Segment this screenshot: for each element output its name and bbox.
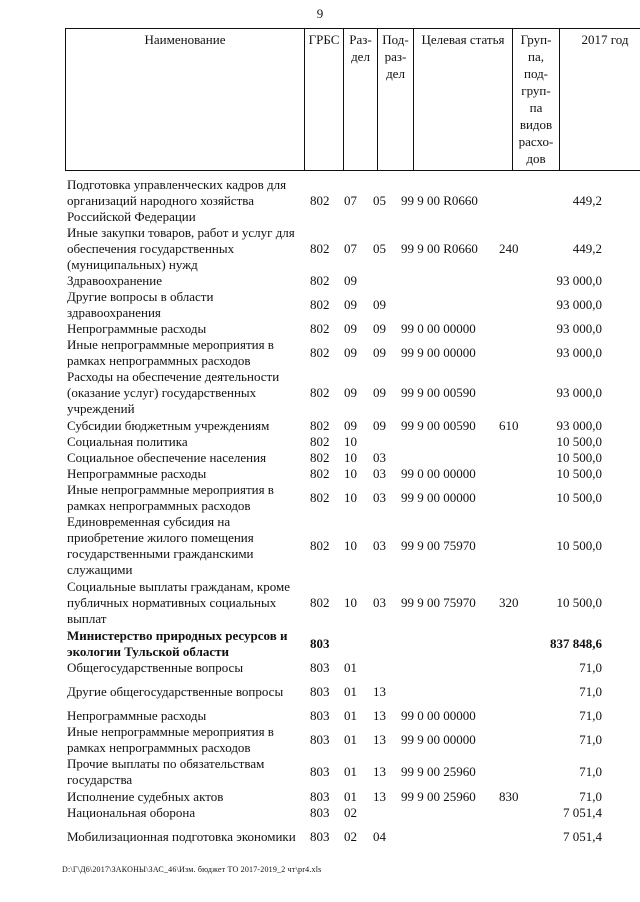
row-grbs: 803 — [310, 789, 330, 804]
row-sum: 93 000,0 — [556, 273, 602, 288]
row-sum: 837 848,6 — [550, 636, 602, 651]
row-celevaya: 99 9 00 R0660 — [401, 241, 478, 256]
row-podrazdel: 03 — [373, 538, 386, 553]
row-celevaya: 99 9 00 00590 — [401, 385, 476, 400]
table-row — [0, 321, 640, 337]
row-sum: 7 051,4 — [563, 829, 602, 844]
row-celevaya: 99 9 00 75970 — [401, 538, 476, 553]
row-celevaya: 99 0 00 00000 — [401, 321, 476, 336]
row-podrazdel: 13 — [373, 764, 386, 779]
row-razdel: 10 — [344, 538, 357, 553]
row-razdel: 09 — [344, 273, 357, 288]
row-name: Подготовка управленческих кадров для организаций народного хозяйства Российской Федерации — [67, 177, 287, 224]
row-grbs: 803 — [310, 636, 330, 651]
row-name: Иные закупки товаров, работ и услуг для обеспечения государственных (муниципальных) нужд — [67, 225, 295, 272]
row-podrazdel: 13 — [373, 684, 386, 699]
row-grbs: 802 — [310, 490, 330, 505]
row-name: Иные непрограммные мероприятия в рамках непрограммных расходов — [67, 482, 274, 513]
row-sum: 93 000,0 — [556, 297, 602, 312]
row-sum: 10 500,0 — [556, 490, 602, 505]
row-sum: 71,0 — [579, 708, 602, 723]
row-celevaya: 99 9 00 00000 — [401, 490, 476, 505]
table-row — [0, 225, 640, 273]
row-grbs: 802 — [310, 450, 330, 465]
row-sum: 10 500,0 — [556, 434, 602, 449]
row-podrazdel: 13 — [373, 789, 386, 804]
row-grbs: 803 — [310, 708, 330, 723]
row-name: Непрограммные расходы — [67, 708, 207, 723]
row-razdel: 01 — [344, 660, 357, 675]
row-grbs: 802 — [310, 538, 330, 553]
row-podrazdel: 09 — [373, 345, 386, 360]
table-row — [0, 805, 640, 821]
row-razdel: 10 — [344, 434, 357, 449]
table-header — [65, 28, 640, 171]
row-name: Социальные выплаты гражданам, кроме публичных нормативных социальных выплат — [67, 579, 290, 626]
row-sum: 10 500,0 — [556, 538, 602, 553]
row-name: Здравоохранение — [67, 273, 162, 288]
table-row — [0, 789, 640, 805]
table-row — [0, 684, 640, 700]
row-grbs: 802 — [310, 385, 330, 400]
row-name: Другие общегосударственные вопросы — [67, 684, 284, 699]
row-sum: 10 500,0 — [556, 595, 602, 610]
row-razdel: 01 — [344, 708, 357, 723]
row-sum: 93 000,0 — [556, 345, 602, 360]
row-razdel: 01 — [344, 789, 357, 804]
row-razdel: 07 — [344, 241, 357, 256]
table-row — [0, 418, 640, 434]
row-razdel: 09 — [344, 385, 357, 400]
table-row — [0, 829, 640, 845]
row-sum: 71,0 — [579, 789, 602, 804]
row-grbs: 802 — [310, 273, 330, 288]
row-vid-rashodov: 320 — [499, 595, 519, 610]
row-sum: 449,2 — [572, 241, 602, 256]
row-celevaya: 99 9 00 75970 — [401, 595, 476, 610]
row-grbs: 802 — [310, 321, 330, 336]
row-grbs: 802 — [310, 241, 330, 256]
row-podrazdel: 05 — [373, 241, 386, 256]
row-podrazdel: 09 — [373, 385, 386, 400]
table-row — [0, 369, 640, 417]
row-podrazdel: 09 — [373, 418, 386, 433]
row-celevaya: 99 9 00 25960 — [401, 764, 476, 779]
row-podrazdel: 03 — [373, 466, 386, 481]
header-year: 2017 год — [560, 29, 640, 171]
row-name: Расходы на обеспечение деятельности (оказание услуг) государственных учреждений — [67, 369, 280, 416]
row-grbs: 802 — [310, 434, 330, 449]
table-row — [0, 756, 640, 788]
row-sum: 71,0 — [579, 660, 602, 675]
row-razdel: 01 — [344, 732, 357, 747]
row-razdel: 01 — [344, 764, 357, 779]
row-celevaya: 99 9 00 R0660 — [401, 193, 478, 208]
table-row — [0, 708, 640, 724]
row-podrazdel: 03 — [373, 450, 386, 465]
row-name: Социальная политика — [67, 434, 188, 449]
row-sum: 93 000,0 — [556, 321, 602, 336]
table-row — [0, 337, 640, 369]
table-row — [0, 434, 640, 450]
row-podrazdel: 13 — [373, 732, 386, 747]
row-sum: 71,0 — [579, 684, 602, 699]
row-name: Непрограммные расходы — [67, 321, 207, 336]
row-celevaya: 99 9 00 00590 — [401, 418, 476, 433]
row-grbs: 802 — [310, 466, 330, 481]
row-podrazdel: 05 — [373, 193, 386, 208]
row-razdel: 01 — [344, 684, 357, 699]
file-path-footer: D:\Г\Д6\2017\ЗАКОНЫ\ЗАС_46\Изм. бюджет ТО 2017-2019_2 чт\pr4.xls — [62, 865, 322, 874]
row-grbs: 802 — [310, 595, 330, 610]
row-name: Социальное обеспечение населения — [67, 450, 267, 465]
row-sum: 71,0 — [579, 764, 602, 779]
row-grbs: 803 — [310, 764, 330, 779]
header-gruppa: Груп- па, под- груп- па видов расхо- дов — [513, 29, 560, 171]
row-grbs: 802 — [310, 193, 330, 208]
table-row — [0, 177, 640, 225]
table-row — [0, 289, 640, 321]
table-row — [0, 450, 640, 466]
row-grbs: 803 — [310, 684, 330, 699]
row-sum: 93 000,0 — [556, 418, 602, 433]
row-vid-rashodov: 610 — [499, 418, 519, 433]
row-razdel: 09 — [344, 321, 357, 336]
row-podrazdel: 04 — [373, 829, 386, 844]
header-podrazdel: Под- раз- дел — [378, 29, 414, 171]
table-row — [0, 724, 640, 756]
row-name: Субсидии бюджетным учреждениям — [67, 418, 270, 433]
row-name: Общегосударственные вопросы — [67, 660, 244, 675]
row-vid-rashodov: 830 — [499, 789, 519, 804]
row-razdel: 07 — [344, 193, 357, 208]
row-razdel: 10 — [344, 595, 357, 610]
row-sum: 93 000,0 — [556, 385, 602, 400]
row-celevaya: 99 0 00 00000 — [401, 466, 476, 481]
table-row — [0, 466, 640, 482]
row-grbs: 803 — [310, 732, 330, 747]
table-row — [0, 579, 640, 627]
row-sum: 7 051,4 — [563, 805, 602, 820]
row-sum: 71,0 — [579, 732, 602, 747]
row-name: Непрограммные расходы — [67, 466, 207, 481]
row-razdel: 09 — [344, 297, 357, 312]
row-sum: 10 500,0 — [556, 450, 602, 465]
row-podrazdel: 09 — [373, 321, 386, 336]
row-grbs: 803 — [310, 660, 330, 675]
row-grbs: 802 — [310, 345, 330, 360]
row-razdel: 10 — [344, 490, 357, 505]
row-sum: 10 500,0 — [556, 466, 602, 481]
page-number: 9 — [316, 6, 324, 21]
row-grbs: 803 — [310, 805, 330, 820]
row-podrazdel: 13 — [373, 708, 386, 723]
header-celevaya: Целевая статья — [414, 29, 513, 171]
row-sum: 449,2 — [572, 193, 602, 208]
row-grbs: 803 — [310, 829, 330, 844]
header-name: Наименование — [66, 29, 305, 171]
row-name: Министерство природных ресурсов и экологии Тульской области — [67, 628, 288, 659]
row-celevaya: 99 9 00 00000 — [401, 345, 476, 360]
row-podrazdel: 09 — [373, 297, 386, 312]
row-name: Единовременная субсидия на приобретение жилого помещения государственными гражданскими служащими — [67, 514, 254, 577]
row-grbs: 802 — [310, 418, 330, 433]
row-name: Мобилизационная подготовка экономики — [67, 829, 296, 844]
row-razdel: 09 — [344, 345, 357, 360]
header-grbs: ГРБС — [305, 29, 344, 171]
row-celevaya: 99 0 00 00000 — [401, 708, 476, 723]
table-row — [0, 628, 640, 660]
header-razdel: Раз- дел — [344, 29, 378, 171]
row-razdel: 02 — [344, 829, 357, 844]
row-name: Иные непрограммные мероприятия в рамках непрограммных расходов — [67, 337, 274, 368]
row-celevaya: 99 9 00 25960 — [401, 789, 476, 804]
table-row — [0, 660, 640, 676]
row-name: Прочие выплаты по обязательствам государства — [67, 756, 265, 787]
table-row — [0, 482, 640, 514]
table-row — [0, 514, 640, 578]
row-podrazdel: 03 — [373, 595, 386, 610]
row-vid-rashodov: 240 — [499, 241, 519, 256]
row-podrazdel: 03 — [373, 490, 386, 505]
row-razdel: 09 — [344, 418, 357, 433]
row-razdel: 02 — [344, 805, 357, 820]
row-name: Иные непрограммные мероприятия в рамках непрограммных расходов — [67, 724, 274, 755]
row-razdel: 10 — [344, 450, 357, 465]
row-celevaya: 99 9 00 00000 — [401, 732, 476, 747]
row-name: Национальная оборона — [67, 805, 196, 820]
row-grbs: 802 — [310, 297, 330, 312]
row-name: Исполнение судебных актов — [67, 789, 224, 804]
row-name: Другие вопросы в области здравоохранения — [67, 289, 214, 320]
row-razdel: 10 — [344, 466, 357, 481]
table-row — [0, 273, 640, 289]
